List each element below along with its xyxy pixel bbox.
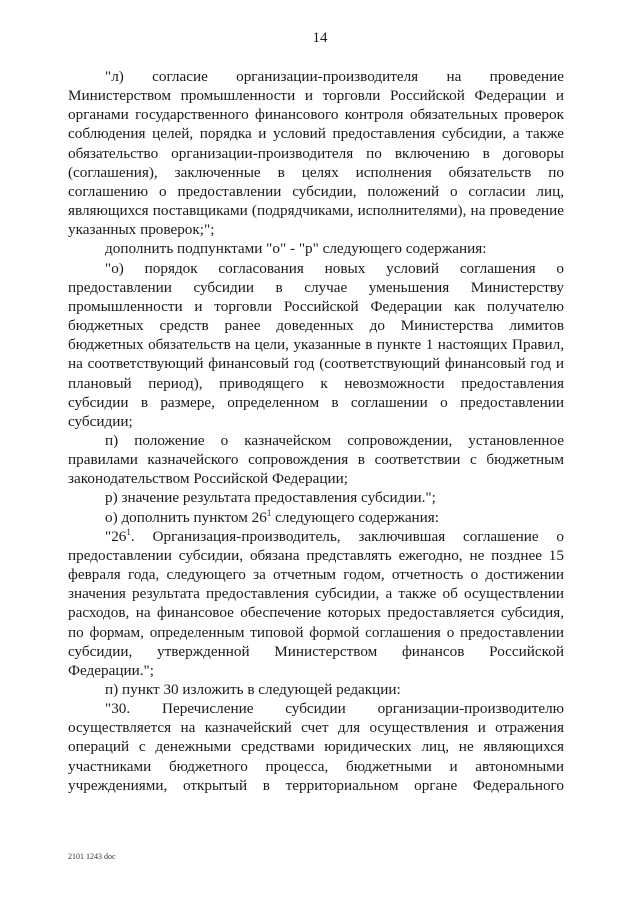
paragraph-add-subclauses: дополнить подпунктами "о" - "р" следующего содержания: xyxy=(105,240,487,258)
page-number: 14 xyxy=(312,30,328,46)
paragraph-clause-30: "30. Перечисление субсидии организации-производителю осуществляется на казначейский счет для осуществления и отражения операций с денежными средствами юридических лиц, не являющихся участниками бюджетного процесса, бюджетными и автономными учреждениями, открытый в территориальном органе Федерального xyxy=(68,700,564,794)
document-code-footer: 2101 1243 doc xyxy=(68,852,116,861)
superscript-1: 1 xyxy=(266,507,272,518)
paragraph-clause-26-1-text: . Организация-производитель, заключившая соглашение о предоставлении субсидии, обязана представлять ежегодно, не позднее 15 февраля года, следующего за отчетным годом, отчетность о достижении значения результата предоставления субсидии, а также об осуществлении расходов, на финансовое обеспечение которых предоставляется субсидия, по формам, определенным типовой формой соглашения о предоставлении субсидии, утвержденной Министерством финансов Российской Федерации."; xyxy=(68,527,564,679)
paragraph-clause-26-1-number: "26 xyxy=(105,527,127,545)
paragraph-add-clause-26-1 xyxy=(68,508,564,527)
superscript-1: 1 xyxy=(126,526,131,537)
paragraph-clause-26-1 xyxy=(68,527,564,680)
paragraph-clause-30-instruction: п) пункт 30 изложить в следующей редакции: xyxy=(105,681,401,698)
paragraph-add-clause-26-1-tail: следующего содержания: xyxy=(271,508,440,526)
paragraph-subclause-r: р) значение результата предоставления субсидии."; xyxy=(105,489,436,507)
paragraph-subclause-l: "л) согласие организации-производителя на проведение Министерством промышленности и торговли Российской Федерации и органами государственного финансового контроля обязательных проверок соблюдения целей, порядка и условий предоставления субсидии, а также обязательство организации-производителя по включению в договоры (соглашения), заключенные в целях исполнения обязательств по соглашению о предоставлении субсидии, положений о согласии лиц, являющихся поставщиками (подрядчиками, исполнителями), на проведение указанных проверок;"; xyxy=(68,68,564,239)
paragraph-add-clause-26-1-text: о) дополнить пунктом 26 xyxy=(105,508,267,526)
paragraph-subclause-p: п) положение о казначейском сопровождении, установленное правилами казначейского сопровождения в соответствии с бюджетным законодательством Российской Федерации; xyxy=(68,431,564,488)
document-body xyxy=(68,67,564,795)
paragraph-subclause-o: "о) порядок согласования новых условий соглашения о предоставлении субсидии в случае уменьшения Министерству промышленности и торговли Российской Федерации как получателю бюджетных средств ранее доведенных до Министерства лимитов бюджетных обязательств на цели, указанные в пункте 1 настоящих Правил, на соответствующий финансовый год (соответствующий финансовый год и плановый период), приводящего к невозможности предоставления субсидии в размере, определенном в соглашении о предоставлении субсидии; xyxy=(68,259,564,430)
